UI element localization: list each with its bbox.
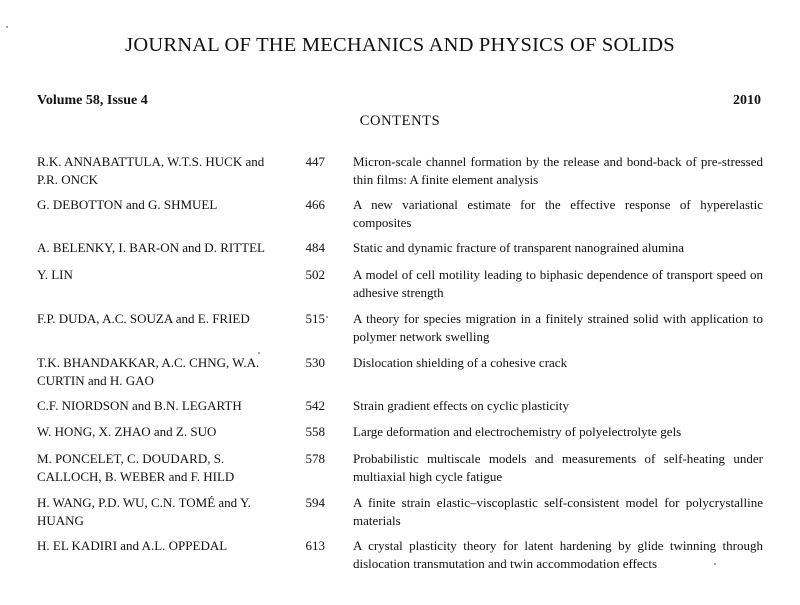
entry-authors: Y. LIN xyxy=(37,267,73,282)
entry-page: 578 xyxy=(305,451,325,466)
entry-authors: R.K. ANNABATTULA, W.T.S. HUCK and P.R. ONCK xyxy=(37,154,265,187)
entry-page: 515 xyxy=(305,311,325,326)
contents-heading: CONTENTS xyxy=(359,113,441,129)
entry-page: 558 xyxy=(305,424,325,439)
entry-authors: T.K. BHANDAKKAR, A.C. CHNG, W.A. CURTIN and H. GAO xyxy=(37,355,260,388)
scan-speck xyxy=(326,316,328,318)
entry-page: 447 xyxy=(305,154,325,169)
volume-issue: Volume 58, Issue 4 xyxy=(37,93,148,108)
scan-speck xyxy=(258,352,260,354)
entry-title: Static and dynamic fracture of transparent nanograined alumina xyxy=(353,240,685,255)
entry-title: Large deformation and electrochemistry of polyelectrolyte gels xyxy=(353,424,682,439)
entry-authors: C.F. NIORDSON and B.N. LEGARTH xyxy=(37,398,242,413)
entry-title: A new variational estimate for the effective response of hyperelastic composites xyxy=(353,197,763,230)
scan-speck xyxy=(6,26,8,28)
entry-title: Strain gradient effects on cyclic plasticity xyxy=(353,398,569,413)
entry-authors: A. BELENKY, I. BAR-ON and D. RITTEL xyxy=(37,240,265,255)
entry-authors: W. HONG, X. ZHAO and Z. SUO xyxy=(37,424,217,439)
entry-page: 502 xyxy=(305,267,325,282)
entry-title: A finite strain elastic–viscoplastic self-consistent model for polycrystalline materials xyxy=(353,495,763,528)
entry-title: A theory for species migration in a finitely strained solid with application to polymer network swelling xyxy=(353,311,763,344)
entry-authors: M. PONCELET, C. DOUDARD, S. CALLOCH, B. WEBER and F. HILD xyxy=(37,451,235,484)
entry-page: 484 xyxy=(305,240,325,255)
entry-title: Micron-scale channel formation by the release and bond-back of pre-stressed thin films: A finite element analysis xyxy=(353,154,763,187)
entry-title: A model of cell motility leading to biphasic dependence of transport speed on adhesive strength xyxy=(353,267,763,300)
journal-title: JOURNAL OF THE MECHANICS AND PHYSICS OF SOLIDS xyxy=(125,34,675,56)
entry-page: 594 xyxy=(305,495,325,510)
year: 2010 xyxy=(733,93,761,108)
entry-page: 466 xyxy=(305,197,325,212)
entry-title: Probabilistic multiscale models and measurements of self-heating under multiaxial high cycle fatigue xyxy=(353,451,763,484)
entry-authors: G. DEBOTTON and G. SHMUEL xyxy=(37,197,218,212)
entry-authors: H. WANG, P.D. WU, C.N. TOMÉ and Y. HUANG xyxy=(37,495,251,528)
entry-page: 613 xyxy=(305,538,325,553)
scan-speck xyxy=(714,563,716,565)
entry-page: 530 xyxy=(305,355,325,370)
entry-authors: H. EL KADIRI and A.L. OPPEDAL xyxy=(37,538,228,553)
entry-title: A crystal plasticity theory for latent hardening by glide twinning through dislocation transmutation and twin accommodation effects xyxy=(353,538,763,571)
entry-page: 542 xyxy=(305,398,325,413)
entry-title: Dislocation shielding of a cohesive crack xyxy=(353,355,568,370)
entry-authors: F.P. DUDA, A.C. SOUZA and E. FRIED xyxy=(37,311,250,326)
